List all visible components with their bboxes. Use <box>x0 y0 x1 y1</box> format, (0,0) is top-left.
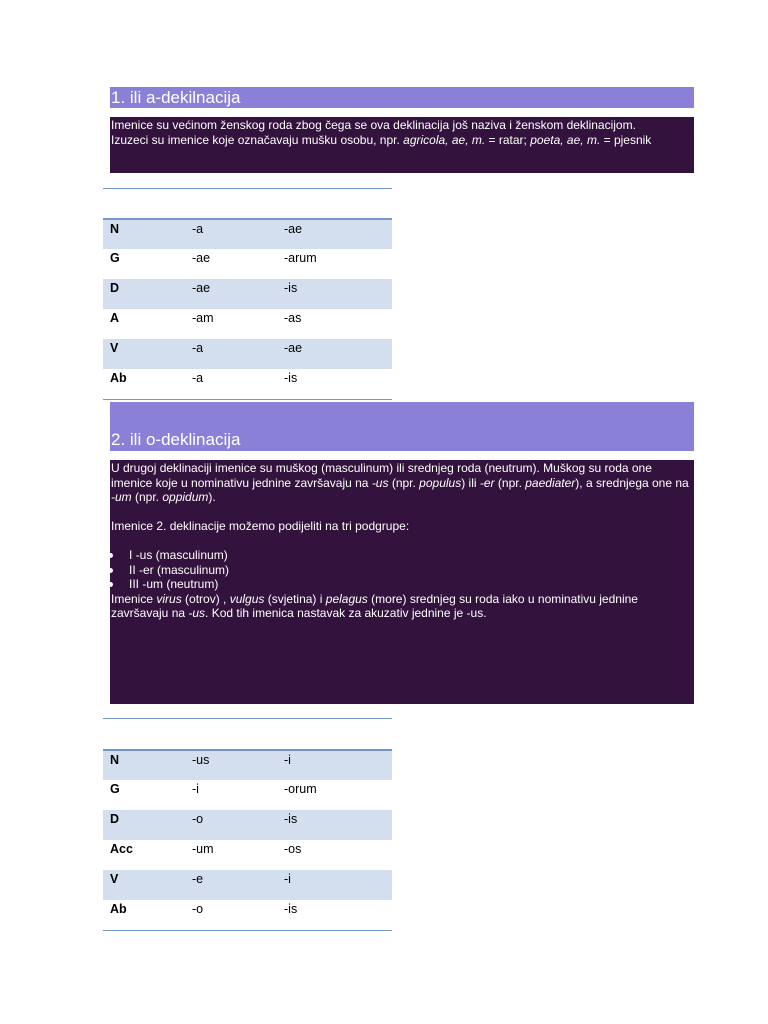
ending: -us <box>371 475 389 490</box>
section1-text-box <box>110 117 694 173</box>
paragraph-gap <box>111 534 692 549</box>
case-cell: G <box>110 251 120 265</box>
singular-ending-cell: -i <box>192 782 199 796</box>
table-row <box>103 369 392 399</box>
plural-ending-cell: -is <box>282 279 392 309</box>
ending: -um <box>111 490 132 504</box>
text-span: ), a srednjega one na <box>575 475 689 490</box>
singular-ending-cell: -o <box>185 900 282 930</box>
example-word: vulgus <box>229 591 265 606</box>
section2-paragraph1 <box>111 461 692 505</box>
section1-text-line2 <box>111 133 692 148</box>
singular-ending-cell: -ae <box>185 279 282 309</box>
singular-ending-cell: -a <box>185 369 282 399</box>
example-word: virus <box>156 591 182 606</box>
case-cell: N <box>103 219 185 249</box>
list-item: I -us (masculinum) <box>111 548 692 563</box>
plural-ending-cell: -os <box>284 842 302 856</box>
case-cell: D <box>103 279 185 309</box>
section1-table-top-rule <box>103 188 392 189</box>
singular-ending-cell: -a <box>185 219 282 249</box>
section2-heading: 2. ili o-deklinacija <box>111 430 241 449</box>
section2-heading-band <box>110 402 694 451</box>
table-row <box>103 900 392 930</box>
plural-ending-cell: -ae <box>282 339 392 369</box>
list-item: II -er (masculinum) <box>111 563 692 578</box>
singular-ending-cell: -o <box>185 810 282 840</box>
example-word: oppidum <box>162 490 209 504</box>
text-span: = ratar; <box>485 132 531 147</box>
section2-paragraph3 <box>111 592 692 621</box>
paragraph-gap <box>111 505 692 520</box>
table-row <box>103 810 392 840</box>
text-span: Izuzeci su imenice koje označavaju mušku osobu, npr. <box>111 132 404 147</box>
section2-text-box <box>110 460 694 704</box>
plural-ending-cell: -is <box>282 810 392 840</box>
table-row <box>103 870 392 900</box>
table-row <box>103 309 392 339</box>
plural-ending-cell: -i <box>282 750 392 780</box>
section1-heading-band <box>110 87 694 108</box>
section2-declension-table <box>103 749 392 931</box>
table-row <box>103 249 392 279</box>
text-span: (svjetina) i <box>264 591 326 606</box>
text-span: ). <box>208 490 216 504</box>
plural-ending-cell: -is <box>282 900 392 930</box>
text-span: (otrov) , <box>181 591 230 606</box>
plural-ending-cell: -orum <box>284 782 317 796</box>
case-cell: D <box>103 810 185 840</box>
case-cell: Ab <box>103 900 185 930</box>
subgroup-list <box>111 548 692 592</box>
table-row <box>103 780 392 810</box>
example-word: pelagus <box>325 591 368 606</box>
case-cell: V <box>103 870 185 900</box>
example-word: paediater <box>525 475 576 490</box>
case-cell: Ab <box>103 369 185 399</box>
ending: -er <box>479 475 495 490</box>
text-span: Imenice <box>111 591 157 606</box>
case-cell: G <box>110 782 120 796</box>
section1-heading: 1. ili a-dekilnacija <box>111 88 241 107</box>
section2-paragraph2: Imenice 2. deklinacije možemo podijeliti na tri podgrupe: <box>111 519 410 533</box>
ending: -us <box>188 606 206 620</box>
plural-ending-cell: -arum <box>284 251 317 265</box>
singular-ending-cell: -am <box>192 311 214 325</box>
singular-ending-cell: -ae <box>192 251 211 265</box>
example-word: populus <box>419 475 462 490</box>
text-span: = pjesnik <box>600 132 652 147</box>
case-cell: V <box>103 339 185 369</box>
text-span: (npr. <box>388 475 420 490</box>
case-cell: Acc <box>110 842 133 856</box>
table-row <box>103 339 392 369</box>
plural-ending-cell: -as <box>284 311 302 325</box>
singular-ending-cell: -a <box>185 339 282 369</box>
case-cell: A <box>110 311 120 325</box>
text-span: (npr. <box>131 490 163 504</box>
example-word: poeta, ae, m. <box>530 132 601 147</box>
table-row <box>103 840 392 870</box>
plural-ending-cell: -is <box>282 369 392 399</box>
table-row <box>103 750 392 780</box>
text-span: ) ili <box>461 475 480 490</box>
table-row <box>103 279 392 309</box>
singular-ending-cell: -um <box>192 842 214 856</box>
example-word: agricola, ae, m. <box>403 132 486 147</box>
text-span: (more) srednjeg su roda iako u nominativu jednine završavaju na <box>111 591 638 620</box>
text-span: . Kod tih imenica nastavak za akuzativ jednine je -us. <box>205 606 487 620</box>
case-cell: N <box>103 750 185 780</box>
section2-table-top-rule <box>103 718 392 719</box>
list-item: III -um (neutrum) <box>111 577 692 592</box>
plural-ending-cell: -ae <box>282 219 392 249</box>
text-span: (npr. <box>494 475 526 490</box>
section1-declension-table <box>103 218 392 400</box>
section1-text-line1: Imenice su većinom ženskog roda zbog čega se ova deklinacija još naziva i ženskom deklinacijom. <box>111 118 636 132</box>
text-span: U drugoj deklinaciji imenice su muškog (masculinum) ili srednjeg roda (neutrum). Muškog su roda one imenice koje u nominativu jednine završavaju na <box>111 461 652 490</box>
plural-ending-cell: -i <box>282 870 392 900</box>
table-row <box>103 219 392 249</box>
singular-ending-cell: -e <box>185 870 282 900</box>
singular-ending-cell: -us <box>185 750 282 780</box>
